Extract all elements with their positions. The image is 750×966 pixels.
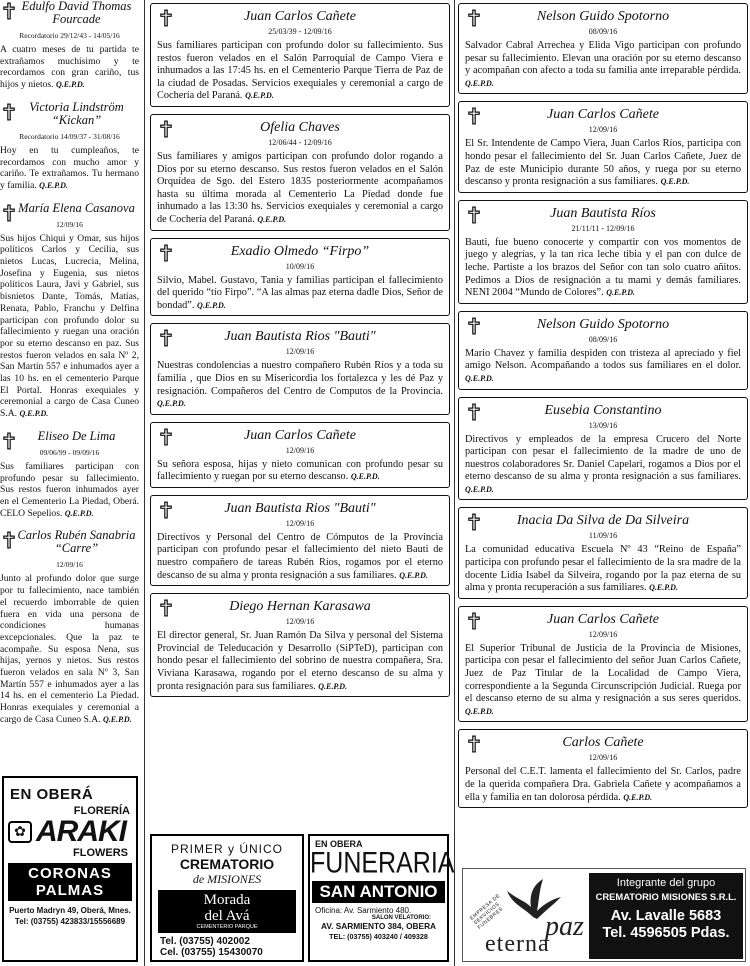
notice-body: Mario Chavez y familia despiden con tristeza al apreciado y fiel amigo Nelson. Acompañando a todos sus familiares en el dolor. [465,347,741,372]
notice-dates: 09/06/99 - 09/09/16 [39,447,100,457]
notice-dates: Recordatorio 29/12/43 - 14/05/16 [19,31,120,40]
cross-icon [159,120,173,138]
qepd-label: Q.E.P.D. [39,180,68,190]
qepd-label: Q.E.P.D. [64,508,94,518]
ad-crem-tel: Tel. (03755) 402002 [160,936,250,947]
notice-body: La comunidad educativa Escuela Nº 43 “Reino de España” participa con profundo pesar el fallecimiento de la sra madre de la docente Lidia Isabel da Silveira, rogando por la paz eterna de su alma y pronta recuperación a sus familiares. [465,544,741,594]
notice-text [0,233,139,420]
obituary-notice [150,593,450,697]
notice-dates: 12/09/16 [285,445,315,455]
notice-text [157,151,443,227]
qepd-label: Q.E.P.D. [318,681,348,691]
ad-paz-arc: EMPRESA DE SERVICIOS FUNEBRES [469,892,505,931]
ad-fun-funeraria: FUNERARIA [310,846,455,880]
qepd-label: Q.E.P.D. [465,484,494,494]
notice-dates: 12/09/16 [56,560,83,570]
cross-icon [467,612,481,630]
notice-text [465,544,741,594]
notice-dates: 12/09/16 [588,629,618,639]
deceased-name: María Elena Casanova [18,200,135,215]
deceased-name: Carlos Rubén Sanabria “Carre” [17,528,136,556]
notice-body: Sus familiares y amigos participan con profundo dolor rogando a Dios por su eterno descanso. Sus restos fueron velados en el Salón Orquídea de Sgo. del Estero 1835 posteriormente acompañamos hasta su última morada al Cementerio La Piedad donde fue inhumado a las 13:30 hs. Servicios exequiales y ceremonial a cargo de Cochería del Paraná. [157,150,443,225]
deceased-name: Juan Carlos Cañete [547,611,659,627]
cross-icon [2,432,16,450]
deceased-name: Victoria Lindström “Kickan” [29,99,124,127]
notice-body: Sus familiares participan con profundo dolor su fallecimiento. Sus restos fueron velados en el Salón Parroquial de Campo Viera e inhumados a las 17:45 hs. en el Cementerio Parque Tierra de Paz de la ciudad de Posadas. Servicios exequiales y ceremonial a cargo de Cochería del Paraná. [157,40,443,102]
notice-text [157,275,443,313]
deceased-name: Nelson Guido Spotorno [536,9,670,24]
ad-araki-palmas: PALMAS [35,882,105,899]
obituary-notice [458,101,748,192]
qepd-label: Q.E.P.D. [19,409,49,419]
ad-funeraria-san-antonio [308,834,455,962]
obituary-notice [458,397,748,501]
qepd-label: Q.E.P.D. [157,399,186,409]
deceased-name: Juan Carlos Cañete [547,107,659,123]
notice-body: Hoy en tu cumpleaños, te recordamos con mucho amor y cariño. Te extrañamos. Tu hermano y familia. [0,144,139,191]
obituaries-column-center [150,3,450,704]
qepd-label: Q.E.P.D. [649,583,678,593]
notice-dates: 12/09/16 [588,753,618,763]
notice-text [0,461,139,520]
notice-dates: Recordatorio 14/09/37 - 31/08/16 [19,131,120,141]
notice-text [157,532,443,582]
notice-body: Sus familiares participan con profundo pesar su fallecimiento. Sus restos fueron inhumados ayer en el Cementerio La Piedad, Oberá. CELO Sepelios. [0,460,139,519]
ad-crem-crematorio: CREMATORIO [179,856,275,872]
obituary-notice [0,529,139,725]
notice-dates: 21/11/11 - 12/09/16 [571,223,635,233]
cross-icon [159,428,173,446]
deceased-name: Juan Carlos Cañete [244,9,356,24]
notice-dates: 12/09/16 [285,617,315,627]
notice-dates: 08/09/16 [588,27,618,36]
ad-paz-logo2: eterna [485,931,550,957]
obituary-notice [458,3,748,94]
notice-body: Junto al profundo dolor que surge por tu fallecimiento, nace también el recuerdo imborrable de quien fuera en vida una persona de condiciones humanas excepcionales. Que la paz te acompañe. Su esposa Nena, sus hijas, yernos y nietos. Sus restos fueron velados en sala Nº 3, San Martín 557 e inhumados ayer a las 14 hs. en el cementerio La Piedad. Honras exequiales y ceremonial a cargo de Casa Cuneo S.A. [0,573,139,725]
notice-text [0,573,139,725]
obituary-notice [458,507,748,598]
notice-dates: 13/09/16 [588,420,618,430]
ad-paz-eterna [462,868,746,962]
deceased-name: Juan Bautista Rios "Bauti" [224,500,376,516]
obituaries-column-right [458,3,748,815]
notice-dates: 11/09/16 [588,531,618,541]
obituary-notice [150,114,450,231]
notice-dates: 12/09/16 [588,125,618,135]
ad-paz-integrante: Integrante del grupo [616,877,716,889]
ad-araki-floreria: FLORERÍA [73,805,130,817]
obituary-notice [150,3,450,107]
notice-dates: 12/09/16 [56,219,83,229]
deceased-name: Carlos Cañete [562,735,644,751]
obituary-notice [458,729,748,808]
cross-icon [159,329,173,347]
notice-text [465,138,741,188]
ad-paz-logo1: paz [545,911,584,942]
deceased-name: Juan Carlos Cañete [244,427,356,443]
cross-icon [467,206,481,224]
notice-text [157,630,443,693]
qepd-label: Q.E.P.D. [102,714,132,724]
qepd-label: Q.E.P.D. [257,214,287,224]
notice-text [0,44,139,91]
qepd-label: Q.E.P.D. [623,792,653,802]
obituary-notice [458,200,748,304]
qepd-label: Q.E.P.D. [399,570,428,580]
cross-icon [159,9,173,27]
cross-icon [467,317,481,335]
ad-araki-title: EN OBERÁ [10,786,94,803]
obituary-notice [0,430,139,520]
deceased-name: Juan Bautista Rios "Bauti" [224,329,376,345]
cross-icon [159,599,173,617]
notice-text [465,237,741,300]
qepd-label: Q.E.P.D. [350,472,380,482]
notice-body: Directivos y empleados de la empresa Crucero del Norte participan con pesar el fallecimiento de la madre de uno de nuestros colaboradores Sr. Daniel Capelari, rogamos a Dios por el eterno descanso de su alma y pronta resignación a sus familiares. [465,433,741,483]
notice-text [157,40,443,103]
ad-araki-phone: Tel: (03755) 423833/15556689 [14,917,126,926]
notice-dates: 12/09/16 [285,347,315,357]
ad-fun-address: AV. SARMIENTO 384, OBERA [320,921,437,931]
cross-icon [467,513,481,531]
ad-paz-phone: Tel. 4596505 Pdas. [602,925,730,941]
cross-icon [2,204,16,222]
ad-crem-morada: Morada [203,892,251,908]
ad-araki-brand: ARAKI [36,815,126,848]
ad-araki-coronas: CORONAS [28,865,112,882]
qepd-label: Q.E.P.D. [660,177,690,187]
notice-body: Su señora esposa, hijas y nieto comunican con profundo pesar su fallecimiento y ruegan por su eterno descanso. [157,458,443,483]
obituary-notice [150,495,450,586]
notice-dates: 12/09/16 [285,518,315,528]
notice-body: Salvador Cabral Arrechea y Elida Vigo participan con profundo pesar su fallecimiento. Elevan una oración por su eterno descanso y acompañan con afecto a toda su familia ante irreparable pérdida. [465,40,741,77]
notice-text [157,360,443,410]
cross-icon [467,403,481,421]
deceased-name: Diego Hernan Karasawa [229,599,371,615]
ad-crem-parque: CEMENTERIO PARQUE [196,924,258,930]
obituary-notice [150,238,450,317]
qepd-label: Q.E.P.D. [465,373,494,383]
notice-dates: 12/06/44 - 12/09/16 [268,137,332,147]
qepd-label: Q.E.P.D. [197,300,226,310]
notice-body: Sus hijos Chiqui y Omar, sus hijos políticos Carlos y Cecilia, sus nietos Lucas, Lucrecia, Melina, Josefina y Eugenia, sus nietos políticos Laura, Javi y Gabriel, sus bisnietos Dante, Tomás, Matías, Renata, Pablo, Franchu y Delfina participan con profundo dolor su fallecimiento y ruegan una oración por su eterno descanso en paz. Sus restos fueron velados en sala Nº 2, San Martín 557 e inhumados ayer a las 10 hs. en el cementerio Parque El Portal. Honras exequiales y ceremonial a cargo de Casa Cuneo S.A. [0,232,139,420]
deceased-name: Edulfo David Thomas Fourcade [21,0,132,26]
ad-fun-enobera: EN OBERA [315,839,363,849]
notice-body: El Superior Tribunal de Justicia de la Provincia de Misiones, participa con pesar el fallecimiento del señor Juan Carlos Cañete, Juez de Paz Titular de la Localidad de Campo Viera, correspondiente a la Segunda Circunscripción Judicial. Ruega por el descanso eterno de su alma y resignación a sus seres queridos. [465,642,741,705]
cross-icon [159,501,173,519]
ad-araki-address: Puerto Madryn 49, Oberá, Mnes. [9,906,131,915]
notice-body: Silvio, Mabel. Gustavo, Tania y familias participan el fallecimiento del querido “tío Firpo”. “A las almas paz eterna dadle Dios, Señor de bondad”. [157,274,443,311]
cross-icon [2,103,16,121]
ad-paz-address: Av. Lavalle 5683 [610,908,722,924]
deceased-name: Nelson Guido Spotorno [536,316,670,332]
ad-araki-flowers: FLOWERS [73,847,128,859]
flower-logo-icon: ✿ [8,821,32,843]
obituary-notice [458,311,748,390]
notice-text [465,766,741,804]
ad-crematorio [150,834,304,962]
cross-icon [159,244,173,262]
qepd-label: Q.E.P.D. [55,80,85,90]
obituaries-column-left [0,0,139,736]
deceased-name: Eliseo De Lima [37,428,116,443]
deceased-name: Ofelia Chaves [260,119,340,135]
ad-fun-sanantonio: SAN ANTONIO [312,881,445,903]
obituary-notice [0,0,139,91]
cross-icon [2,2,16,20]
notice-text [465,643,741,719]
notice-body: El director general, Sr. Juan Ramón Da Silva y personal del Sistema Provincial de Teleducación y Desarrollo (SiPTeD), participan con hondo pesar el fallecimiento del sobrino de nuestra compañera, Sra. Viviana Karasawa, rogando por el eterno descanso de su alma y pronta resignación para sus familiares. [157,630,443,692]
cross-icon [467,107,481,125]
deceased-name: Juan Bautista Ríos [550,205,656,221]
notice-text [465,348,741,386]
ad-crem-misiones: de MISIONES [192,872,262,886]
qepd-label: Q.E.P.D. [465,78,494,88]
ad-fun-phone: TEL: (03755) 403240 / 409328 [329,932,428,941]
notice-text [465,40,741,90]
qepd-label: Q.E.P.D. [245,91,274,101]
deceased-name: Eusebia Constantino [544,402,662,418]
notice-dates: 25/03/39 - 12/09/16 [268,27,332,36]
obituary-notice [0,101,139,192]
notice-body: Directivos y Personal del Centro de Cómputos de la Provincia participan con profundo pesar el fallecimiento del nieto Bauti de nuestro compañero de tareas Rubén Ríos, rogamos por el eterno descanso de su alma y pronta resignación a sus familiares. [157,531,443,581]
obituary-notice [150,323,450,414]
cross-icon [467,735,481,753]
ad-crem-ava: del Avá [204,908,250,924]
notice-body: Personal del C.E.T. lamenta el fallecimiento del Sr. Carlos, padre de la querida compañera Dra. Gabriela Cañete y acompañamos a ella y familia en tan dolorosa pérdida. [465,766,741,803]
notice-body: El Sr. Intendente de Campo Viera, Juan Carlos Ríos, participa con hondo pesar el fallecimiento del Sr. Juan Carlos Cañete, Juez de Paz de este Municipio durante 50 años, y ruega por su eterno descanso y pronta resignación a sus familiares. [465,138,741,188]
obituary-notice [150,422,450,488]
ad-fun-salon: SALON VELATORIO: [371,915,431,921]
deceased-name: Exadio Olmedo “Firpo” [230,243,370,259]
cross-icon [467,9,481,27]
obituary-notice [0,202,139,420]
notice-body: A cuatro meses de tu partida te extrañamos muchísimo y te recordamos con gran cariño, tus hijos y nietos. [0,44,139,91]
cross-icon [2,531,16,549]
notice-dates: 08/09/16 [588,334,618,344]
notice-body: Bauti, fue bueno conocerte y compartir con vos momentos de juego y alegrías, y la tan rica leche tibia y el pan con dulce de leche. Partiste a los brazos del Señor con tan solo cuatro añitos. Pedimos a Dios de resignación a tu mami y demás familiares. NENI 2004 “Mundo de Colores”. [465,236,741,299]
ad-paz-grupo: CREMATORIO MISIONES S.R.L. [595,891,737,902]
deceased-name: Inacia Da Silva de Da Silveira [516,513,690,529]
notice-text [0,145,139,192]
ad-crem-cel: Cel. (03755) 15430070 [160,947,263,958]
ad-crem-primer: PRIMER y ÚNICO [170,842,283,856]
notice-text [465,434,741,497]
notice-dates: 10/09/16 [285,261,315,271]
ad-floreria-araki [2,776,138,962]
qepd-label: Q.E.P.D. [606,288,636,298]
obituary-notice [458,606,748,723]
qepd-label: Q.E.P.D. [465,706,494,716]
notice-text [157,459,443,484]
ad-fun-oficina: Oficina: Av. Sarmiento 480. [315,906,412,915]
notice-body: Nuestras condolencias a nuestro compañero Rubén Ríos y a toda su familia , que Dios en su Misericordia los fortalezca y les dé Paz y resignación. Compañeros del Centro de Computos de la Provincia. [157,360,443,397]
